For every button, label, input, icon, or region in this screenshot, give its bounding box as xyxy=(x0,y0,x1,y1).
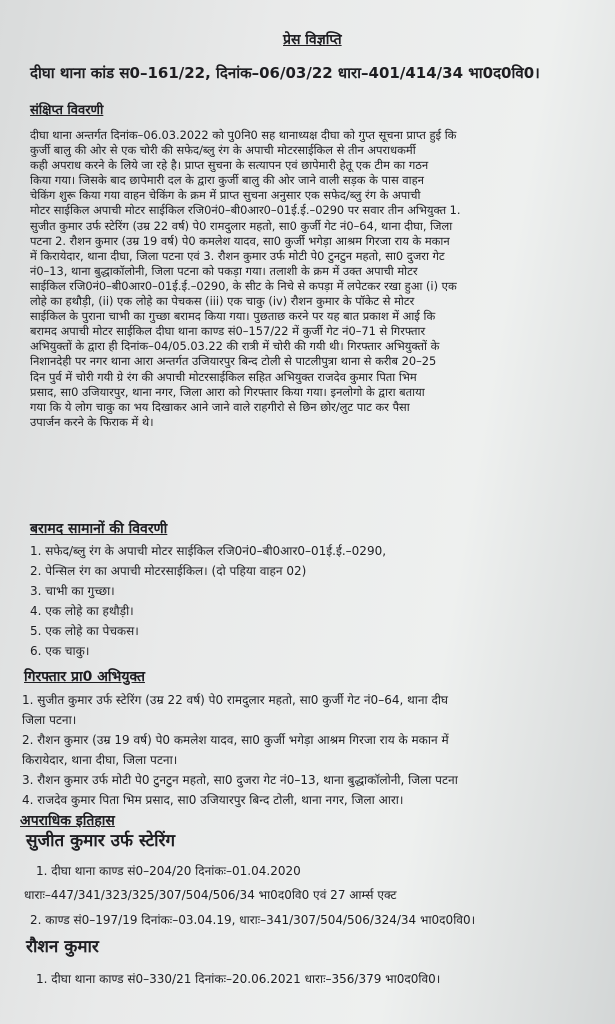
summary-line: सुजीत कुमार उर्फ स्टेरिंग (उम्र 22 वर्ष) पे0 रामदुलार महतो, सा0 कुर्जी गेट नं0–64, थाना दीघा, जिला xyxy=(30,218,453,233)
history-entry: 1. दीघा थाना काण्ड सं0–330/21 दिनांकः–20.06.2021 धाराः–356/379 भा0द0वि0। xyxy=(36,972,441,986)
summary-line: मोटर साईकिल अपाची मोटर साईकिल रजि0नं0–बी0आर0–01ई.ई.–0290 पर सवार तीन अभियुक्त 1. xyxy=(30,203,461,218)
summary-line: निशानदेही पर नगर थाना आरा अन्तर्गत उजियारपुर बिन्द टोली से पाटलीपुत्रा थाना से करीब 20–25 xyxy=(30,354,437,369)
list-item: 4. राजदेव कुमार पिता भिम प्रसाद, सा0 उजियारपुर बिन्द टोली, थाना नगर, जिला आरा। xyxy=(22,793,404,807)
history-entry: धाराः–447/341/323/325/307/504/506/34 भा0द0वि0 एवं 27 आर्म्स एक्ट xyxy=(24,888,397,902)
case-reference: दीघा थाना कांड स0–161/22, दिनांक–06/03/22 धारा–401/414/34 भा0द0वि0। xyxy=(30,64,540,82)
list-item: 3. चाभी का गुच्छा। xyxy=(30,584,115,598)
summary-line: साईकिल रजि0नं0–बी0आर0–01ई.ई.–0290, के सीट के निचे से कपड़ा में लपेटकर रखा हुआ (i) एक xyxy=(30,278,457,293)
list-item: 2. रौशन कुमार (उम्र 19 वर्ष) पे0 कमलेश यादव, सा0 कुर्जी भगेड़ा आश्रम गिरजा राय के मकान में xyxy=(22,733,449,747)
summary-line: दीघा थाना अन्तर्गत दिनांक–06.03.2022 को पु0नि0 सह थानाध्यक्ष दीघा को गुप्त सूचना प्राप्त हुई कि xyxy=(30,128,457,142)
list-item: 1. सुजीत कुमार उर्फ स्टेरिंग (उम्र 22 वर्ष) पे0 रामदुलार महतो, सा0 कुर्जी गेट नं0–64, थाना दीघ xyxy=(22,693,449,707)
arrested-list xyxy=(22,690,597,810)
summary-line: कही अपराध करने के लिये जा रहे है। प्राप्त सुचना के सत्यापन एवं छापेमारी हेतू एक टीम का गठन xyxy=(30,158,429,173)
summary-line: प्रसाद, सा0 उजियारपुर, थाना नगर, जिला आरा को गिरफ्तार किया गया। इनलोगो के द्वारा बताया xyxy=(30,384,425,399)
summary-line: पटना 2. रौशन कुमार (उम्र 19 वर्ष) पे0 कमलेश यादव, सा0 कुर्जी भगेड़ा आश्रम गिरजा राय के मकान xyxy=(30,233,450,248)
summary-line: चेकिंग शुरू किया गया वाहन चेकिंग के क्रम में प्राप्त सुचना अनुसार एक सफेद/ब्लु रंग के अपाची xyxy=(30,188,421,203)
criminal-history-heading: अपराधिक इतिहास xyxy=(20,813,115,829)
history-entry: 1. दीघा थाना काण्ड सं0–204/20 दिनांकः–01.04.2020 xyxy=(36,864,301,878)
summary-line: उपार्जन करने के फिराक में थे। xyxy=(30,414,154,429)
arrested-heading: गिरफ्तार प्रा0 अभियुक्त xyxy=(24,669,145,685)
summary-line: में किरायेदार, थाना दीघा, जिला पटना एवं 3. रौशन कुमार उर्फ मोटी पे0 टुनटुन महतो, सा0 दुजरा गेट xyxy=(30,248,445,263)
summary-heading: संक्षिप्त विवरणी xyxy=(30,103,104,118)
page-title: प्रेस विज्ञप्ति xyxy=(283,32,342,48)
list-item: 5. एक लोहे का पेचकस। xyxy=(30,624,139,638)
summary-line: कुर्जी बालु की ओर से एक चोरी की सफेद/ब्लु रंग के अपाची मोटरसाईकिल से तीन अपराधकर्मी xyxy=(30,143,416,158)
summary-line: गया कि ये लोग चाकु का भय दिखाकर आने जाने वाले राहगीरो से छिन छोर/लुट पाट कर पैसा xyxy=(30,399,410,414)
accused-name: रौशन कुमार xyxy=(26,937,99,957)
summary-line: बरामद अपाची मोटर साईकिल दीघा थाना काण्ड सं0–157/22 में कुर्जी गेट नं0–71 से गिरफ्तार xyxy=(30,324,426,339)
list-item: जिला पटना। xyxy=(22,713,77,727)
list-item: किरायेदार, थाना दीघा, जिला पटना। xyxy=(22,753,178,767)
recovered-items-heading: बरामद सामानों की विवरणी xyxy=(30,521,168,537)
history-entry: 2. काण्ड सं0–197/19 दिनांकः–03.04.19, धाराः–341/307/504/506/324/34 भा0द0वि0। xyxy=(30,913,476,927)
list-item: 4. एक लोहे का हथौड़ी। xyxy=(30,604,134,618)
summary-line: लोहे का हथौड़ी, (ii) एक लोहे का पेचकस (iii) एक चाकु (iv) रौशन कुमार के पॉकेट से मोटर xyxy=(30,294,415,309)
recovered-items-list xyxy=(30,541,605,661)
summary-line: नं0–13, थाना बुद्धाकॉलोनी, जिला पटना को पकड़ा गया। तलाशी के क्रम में उक्त अपाची मोटर xyxy=(30,263,418,278)
accused-name: सुजीत कुमार उर्फ स्टेरिंग xyxy=(26,831,176,851)
list-item: 6. एक चाकु। xyxy=(30,644,90,658)
summary-line: किया गया। जिसके बाद छापेमारी दल के द्वारा कुर्जी बालु की ओर जाने वाली सड़क के पास वाहन xyxy=(30,173,424,188)
summary-paragraph xyxy=(30,128,605,430)
list-item: 1. सफेद/ब्लु रंग के अपाची मोटर साईकिल रजि0नं0–बी0आर0–01ई.ई.–0290, xyxy=(30,544,387,558)
summary-line: साईकिल के पुराना चाभी का गुच्छा बरामद किया गया। पुछताछ करने पर यह बात प्रकाश में आई कि xyxy=(30,309,436,324)
summary-line: दिन पुर्व में चोरी गयी ग्रे रंग की अपाची मोटरसाईकिल सहित अभियुक्त राजदेव कुमार पिता भिम xyxy=(30,369,417,384)
list-item: 3. रौशन कुमार उर्फ मोटी पे0 टुनटुन महतो, सा0 दुजरा गेट नं0–13, थाना बुद्धाकॉलोनी, जिला पटना xyxy=(22,773,458,787)
summary-line: अभियुक्तों के द्वारा ही दिनांक–04/05.03.22 की रात्री में चोरी की गयी थी। गिरफ्तार अभियुक्तों के xyxy=(30,339,440,354)
list-item: 2. पेन्सिल रंग का अपाची मोटरसाईकिल। (दो पहिया वाहन 02) xyxy=(30,564,307,578)
